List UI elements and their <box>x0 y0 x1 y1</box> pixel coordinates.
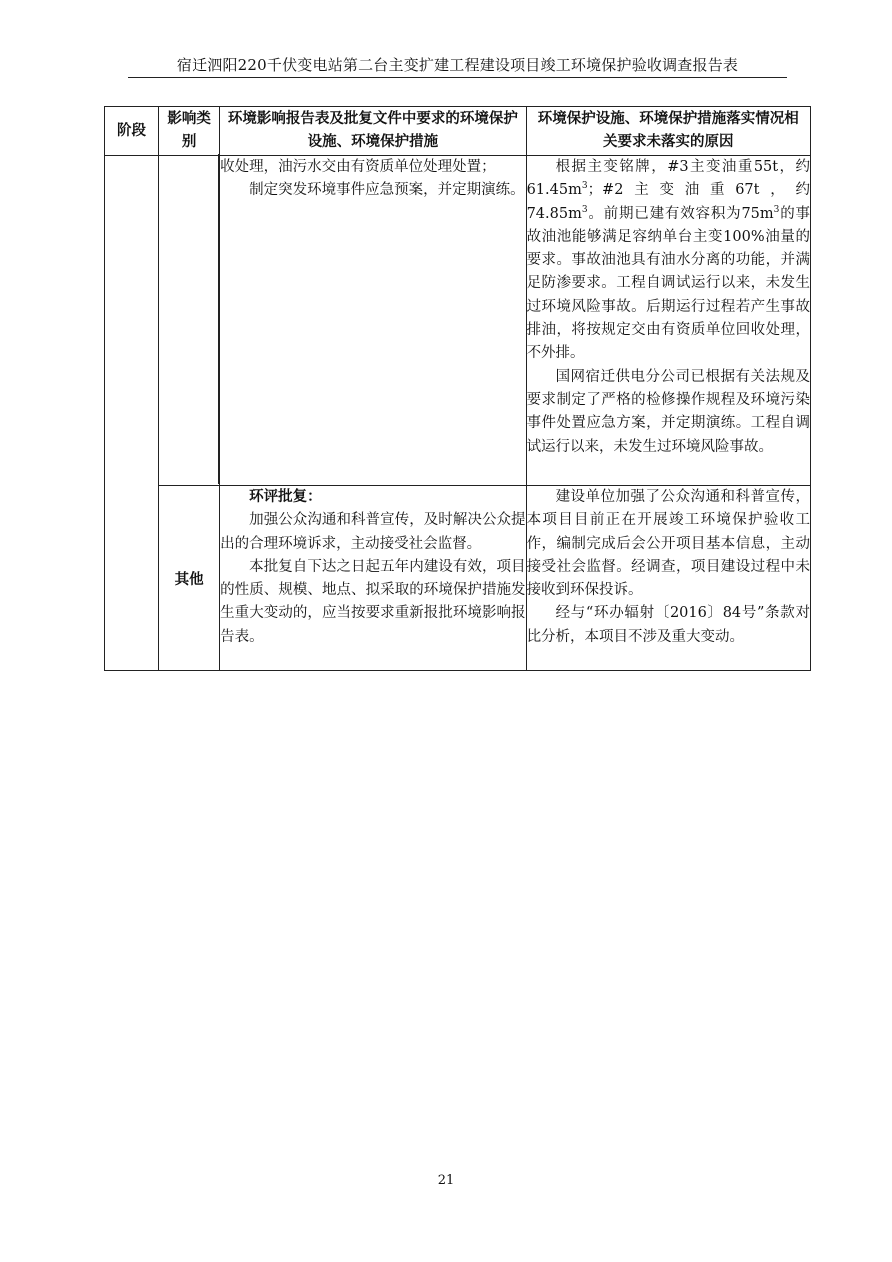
requirements-cell <box>220 156 526 486</box>
implementation-cell <box>526 486 810 671</box>
requirement-heading: 环评批复： <box>249 489 322 505</box>
stage-cell <box>105 156 159 671</box>
requirements-cell <box>220 486 526 671</box>
page-number: 21 <box>437 1173 455 1188</box>
implementation-text: 。前期已建有效容积为75m <box>587 205 774 222</box>
impact-type-cell-empty <box>159 156 220 486</box>
requirement-text: 制定突发环境事件应急预案，并定期演练。 <box>249 182 525 199</box>
superscript: 3 <box>581 204 588 215</box>
implementation-text: 根据主变铭牌，#3主变油重55t，约61.45m <box>526 159 810 199</box>
requirement-text: 收处理，油污水交由有资质单位处理处置； <box>220 159 496 175</box>
implementation-text: 的事故油池能够满足容纳单台主变100%油量的要求。事故油池具有油水分离的功能，并满足防渗要求。工程自调试运行以来，未发生过环境风险事故。后期运行过程若产生事故排油，将按规定交由有资质单位回收处理，不外排。 <box>526 205 811 362</box>
implementation-paragraph: 经与“环办辐射〔2016〕84号”条款对比分析，本项目不涉及重大变动。 <box>526 605 810 645</box>
inner-column-divider <box>218 154 219 484</box>
implementation-paragraph <box>527 156 810 366</box>
header-stage: 阶段 <box>105 107 159 156</box>
implementation-text: ；#2主变油重67t，约74.85m <box>526 182 810 222</box>
impact-type-cell: 其他 <box>159 486 220 671</box>
table-row <box>105 156 811 486</box>
implementation-paragraph: 国网宿迁供电分公司已根据有关法规及要求制定了严格的检修操作规程及环境污染事件处置应急方案，并定期演练。工程自调试运行以来，未发生过环境风险事故。 <box>526 368 810 455</box>
header-impact-type-label: 影响类别 <box>167 111 211 150</box>
superscript: 3 <box>773 204 780 215</box>
header-implementation: 环境保护设施、环境保护措施落实情况相关要求未落实的原因 <box>526 107 810 156</box>
header-impact-type <box>159 107 220 156</box>
page-header-title: 宿迁泗阳220千伏变电站第二台主变扩建工程建设项目竣工环境保护验收调查报告表 <box>176 56 739 74</box>
requirement-text: 加强公众沟通和科普宣传，及时解决公众提出的合理环境诉求，主动接受社会监督。 <box>220 512 526 552</box>
superscript: 3 <box>581 181 588 192</box>
environmental-measures-table <box>104 106 811 671</box>
table-header-row <box>105 107 811 156</box>
requirement-text: 本批复自下达之日起五年内建设有效，项目的性质、规模、地点、拟采取的环境保护措施发生重大变动的，应当按要求重新报批环境影响报告表。 <box>220 558 526 645</box>
header-requirements: 环境影响报告表及批复文件中要求的环境保护设施、环境保护措施 <box>220 107 526 156</box>
header-rule <box>128 77 787 78</box>
implementation-paragraph: 建设单位加强了公众沟通和科普宣传，本项目目前正在开展竣工环境保护验收工作，编制完成后会公开项目基本信息，主动接受社会监督。经调查，项目建设过程中未接收到环保投诉。 <box>526 489 810 599</box>
table-row <box>105 486 811 671</box>
implementation-cell <box>526 156 810 486</box>
